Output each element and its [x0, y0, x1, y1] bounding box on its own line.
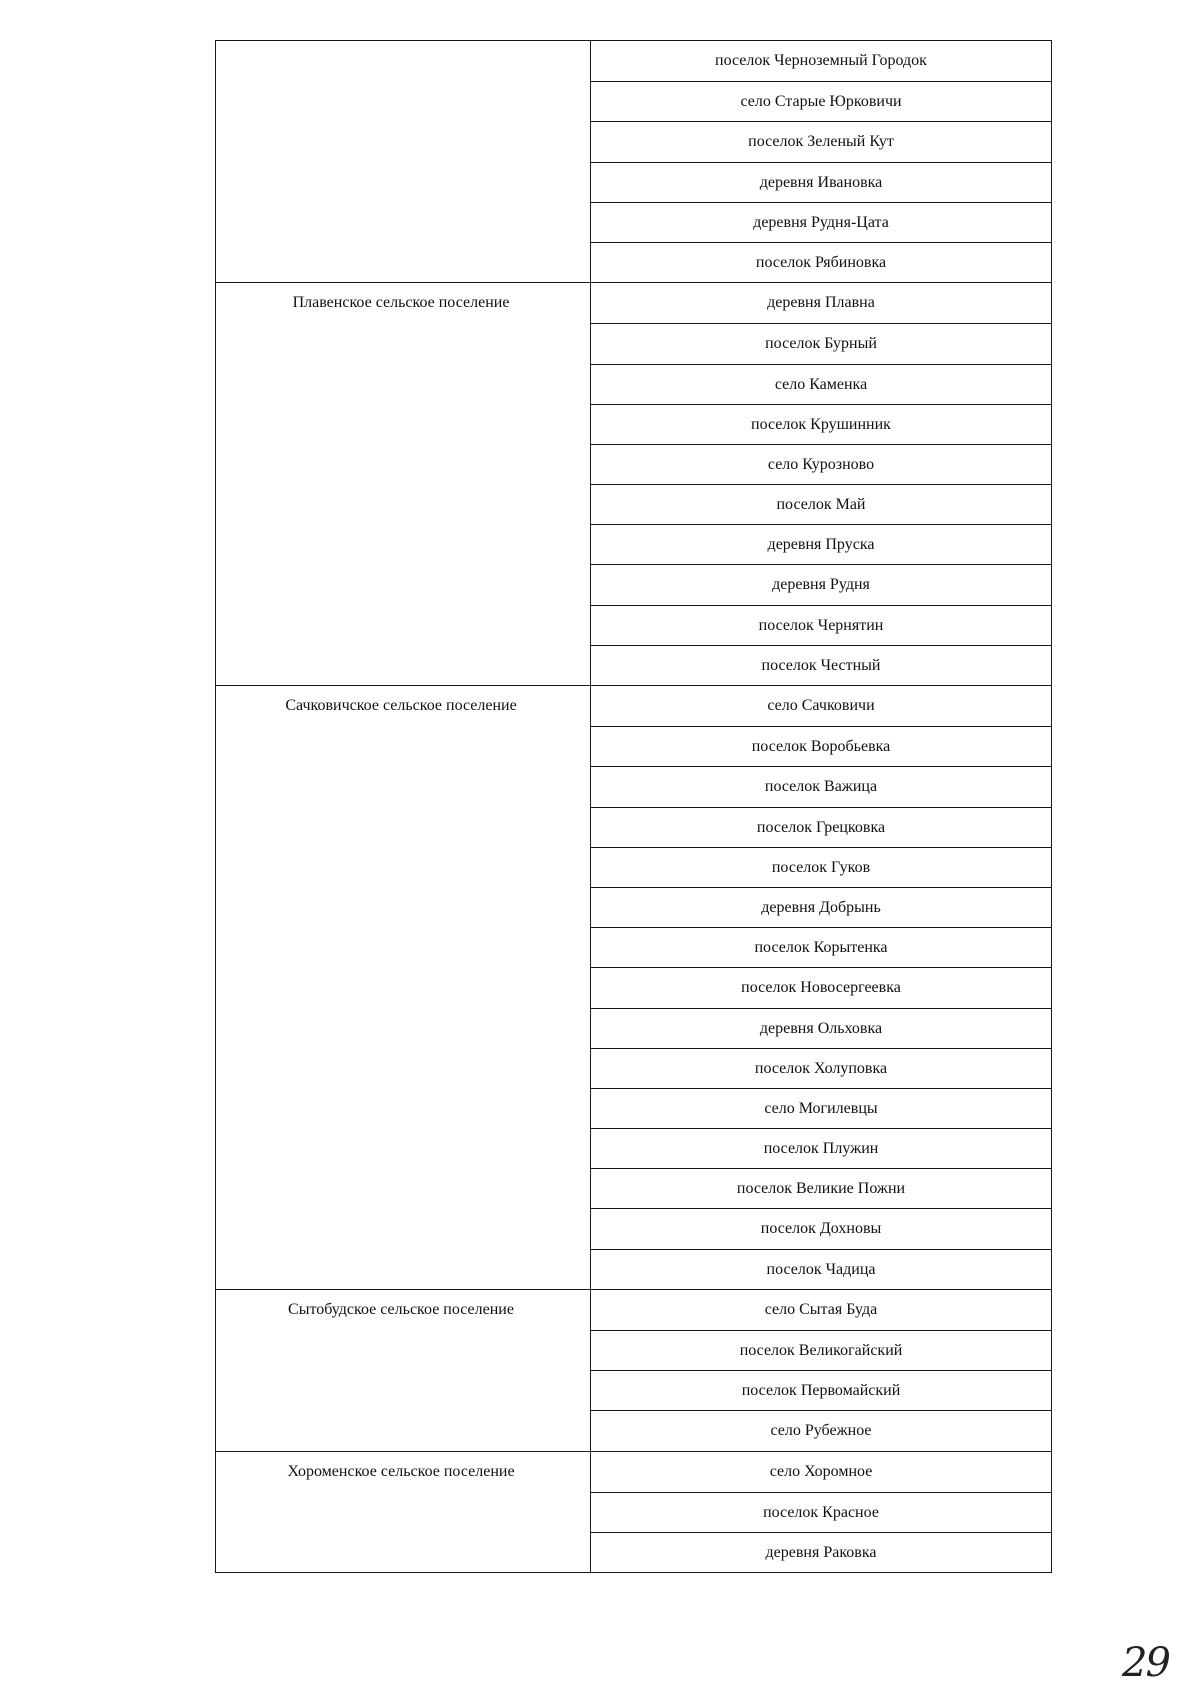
locality-list [591, 1452, 1051, 1573]
locality-cell: деревня Ивановка [591, 162, 1051, 202]
settlement-group [216, 1289, 1051, 1451]
settlement-group [216, 1451, 1051, 1573]
locality-cell: поселок Холуповка [591, 1048, 1051, 1088]
locality-cell: село Старые Юрковичи [591, 81, 1051, 121]
locality-cell: село Сачковичи [767, 697, 875, 714]
locality-cell: поселок Чернятин [591, 605, 1051, 645]
locality-cell: село Хоромное [769, 1462, 873, 1480]
locality-cell: поселок Рябиновка [591, 242, 1051, 282]
locality-cell: поселок Важица [591, 766, 1051, 806]
locality-cell: поселок Дохновы [591, 1208, 1051, 1248]
locality-cell: поселок Грецковка [591, 807, 1051, 847]
locality-cell: деревня Плавна [767, 294, 875, 312]
locality-cell: поселок Бурный [591, 323, 1051, 363]
settlement-name-cell [216, 41, 591, 282]
locality-cell: село Рубежное [591, 1410, 1051, 1450]
settlement-name-cell: Плавенское сельское поселение [216, 283, 591, 685]
locality-cell: деревня Ольховка [591, 1008, 1051, 1048]
locality-list [591, 41, 1051, 282]
locality-cell: поселок Великогайский [591, 1330, 1051, 1370]
locality-cell: поселок Чадица [591, 1249, 1051, 1289]
locality-cell: село Могилевцы [591, 1088, 1051, 1128]
locality-cell: поселок Красное [591, 1492, 1051, 1532]
locality-cell: поселок Май [591, 484, 1051, 524]
locality-list [591, 283, 1051, 685]
locality-cell: поселок Крушинник [591, 404, 1051, 444]
locality-list [591, 686, 1051, 1289]
locality-cell: поселок Первомайский [591, 1370, 1051, 1410]
locality-cell: поселок Гуков [591, 847, 1051, 887]
locality-cell: поселок Великие Пожни [591, 1168, 1051, 1208]
locality-cell: поселок Воробьевка [591, 726, 1051, 766]
settlement-name-cell: Сытобудское сельское поселение [216, 1290, 591, 1451]
settlement-group [216, 41, 1051, 282]
locality-cell: поселок Корытенка [591, 927, 1051, 967]
page-number: 29 [1122, 1640, 1169, 1686]
locality-cell: поселок Черноземный Городок [715, 52, 927, 69]
locality-cell: поселок Зеленый Кут [591, 121, 1051, 161]
locality-cell: село Курозново [591, 444, 1051, 484]
locality-cell: село Каменка [591, 364, 1051, 404]
settlement-group [216, 282, 1051, 685]
locality-list [591, 1290, 1051, 1451]
locality-cell: поселок Новосергеевка [591, 967, 1051, 1007]
locality-cell: поселок Плужин [591, 1128, 1051, 1168]
locality-cell: деревня Рудня [591, 564, 1051, 604]
locality-cell: деревня Рудня-Цата [591, 202, 1051, 242]
settlement-group [216, 685, 1051, 1289]
locality-cell: село Сытая Буда [764, 1300, 878, 1318]
settlements-table [215, 40, 1052, 1573]
locality-cell: поселок Честный [591, 645, 1051, 685]
settlement-name-cell: Хороменское сельское поселение [216, 1452, 591, 1573]
settlement-name-cell: Сачковичское сельское поселение [216, 686, 591, 1289]
locality-cell: деревня Раковка [591, 1532, 1051, 1572]
locality-cell: деревня Пруска [591, 524, 1051, 564]
locality-cell: деревня Добрынь [591, 887, 1051, 927]
